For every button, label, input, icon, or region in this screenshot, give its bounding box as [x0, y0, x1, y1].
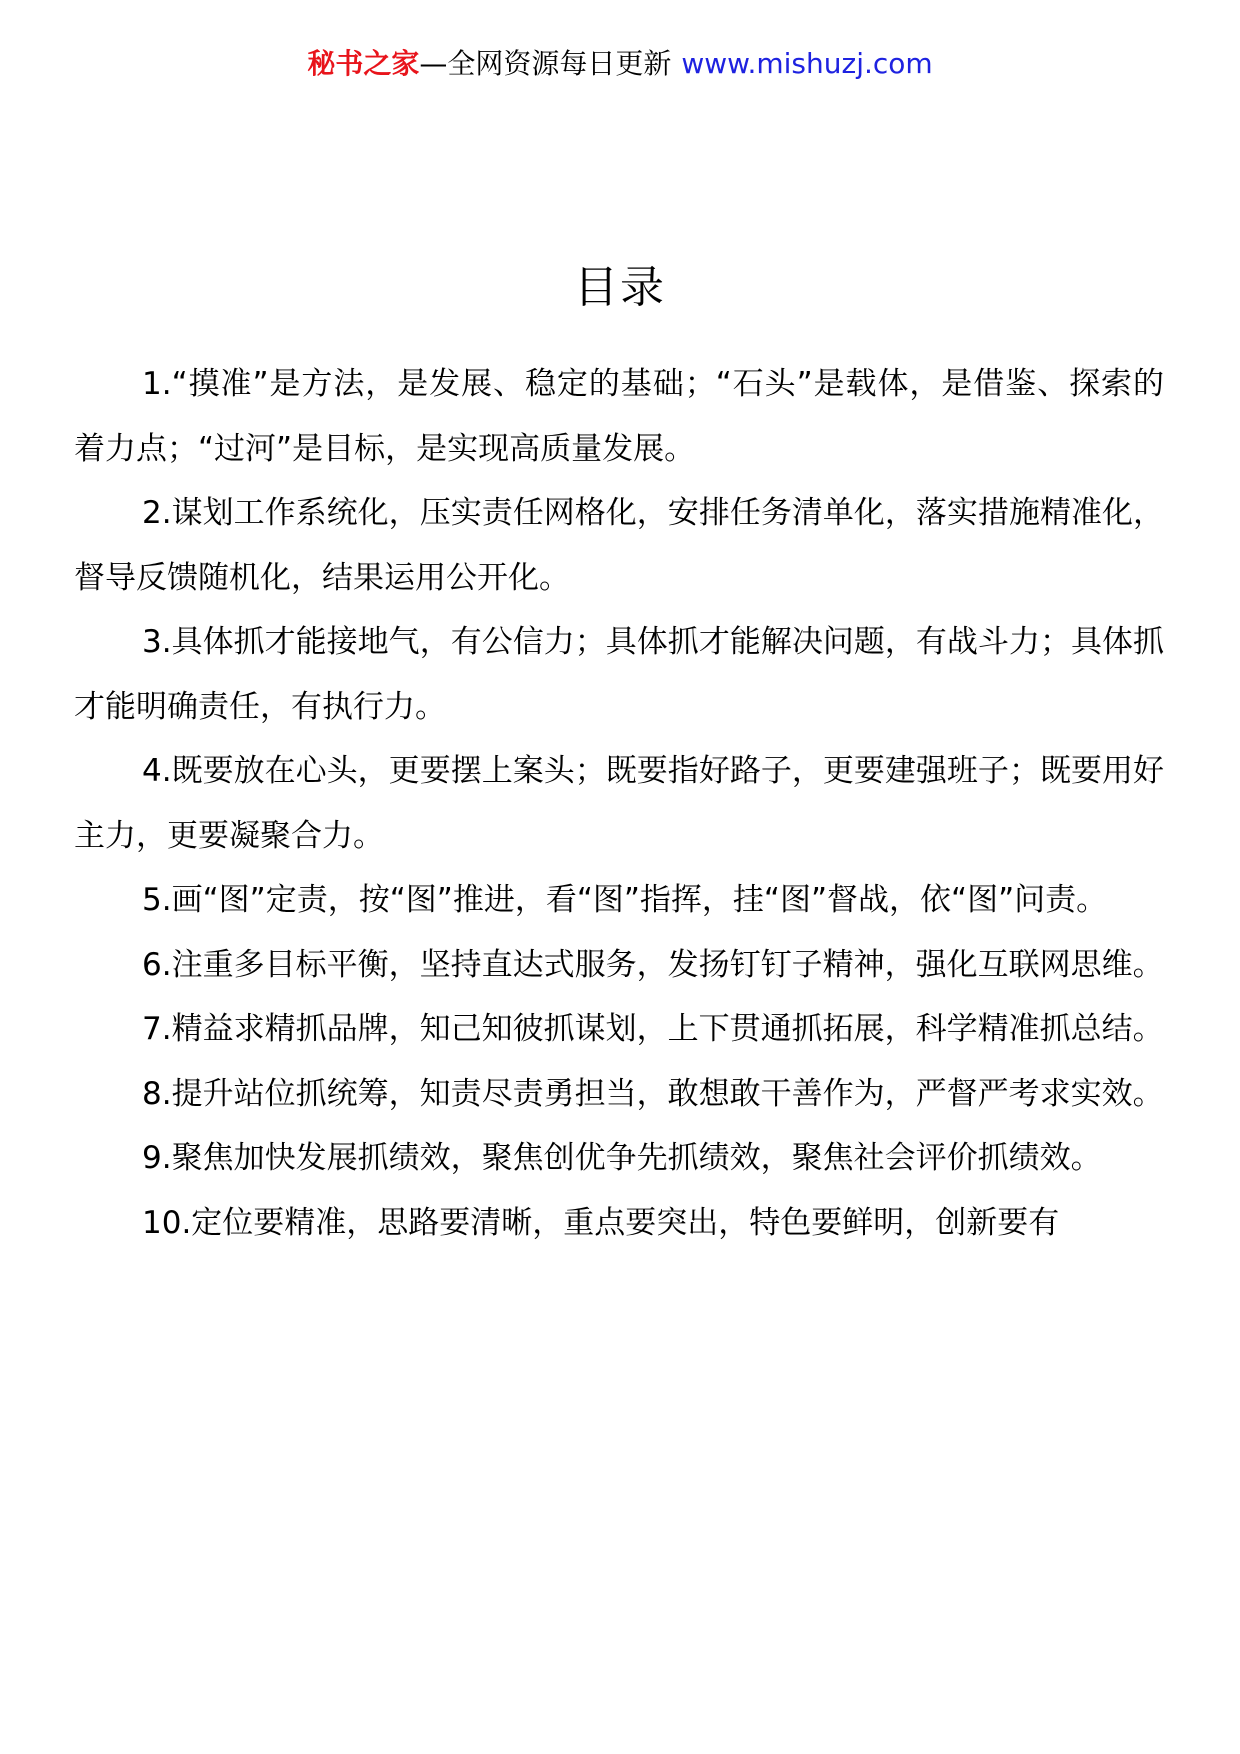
toc-item-4: 4.既要放在心头，更要摆上案头；既要指好路子，更要建强班子；既要用好主力，更要凝聚合力。: [74, 753, 1164, 854]
toc-item-2: 2.谋划工作系统化，压实责任网格化，安排任务清单化，落实措施精准化，督导反馈随机化，结果运用公开化。: [74, 495, 1164, 596]
site-header: [0, 44, 1240, 84]
toc-item-3: 3.具体抓才能接地气，有公信力；具体抓才能解决问题，有战斗力；具体抓才能明确责任，有执行力。: [74, 624, 1164, 725]
toc-item-1: 1.“摸准”是方法，是发展、稳定的基础；“石头”是载体，是借鉴、探索的着力点；“过河”是目标，是实现高质量发展。: [74, 366, 1164, 467]
toc-item-6: 6.注重多目标平衡，坚持直达式服务，发扬钉钉子精神，强化互联网思维。: [142, 946, 1164, 983]
toc-item-10: 10.定位要精准，思路要清晰，重点要突出，特色要鲜明，创新要有: [142, 1204, 1060, 1241]
toc-item-9: 9.聚焦加快发展抓绩效，聚焦创优争先抓绩效，聚焦社会评价抓绩效。: [142, 1140, 1102, 1176]
toc-item-5: 5.画“图”定责，按“图”推进，看“图”指挥，挂“图”督战，依“图”问责。: [142, 882, 1108, 918]
site-brand: 秘书之家: [307, 47, 420, 80]
site-tagline: —全网资源每日更新: [419, 47, 672, 80]
table-of-contents: [74, 352, 1164, 1255]
site-url-link[interactable]: www.mishuzj.com: [681, 47, 933, 80]
toc-item-8: 8.提升站位抓统筹，知责尽责勇担当，敢想敢干善作为，严督严考求实效。: [142, 1075, 1164, 1112]
toc-item-7: 7.精益求精抓品牌，知己知彼抓谋划，上下贯通抓拓展，科学精准抓总结。: [142, 1011, 1164, 1047]
page-title: 目录: [574, 262, 666, 313]
